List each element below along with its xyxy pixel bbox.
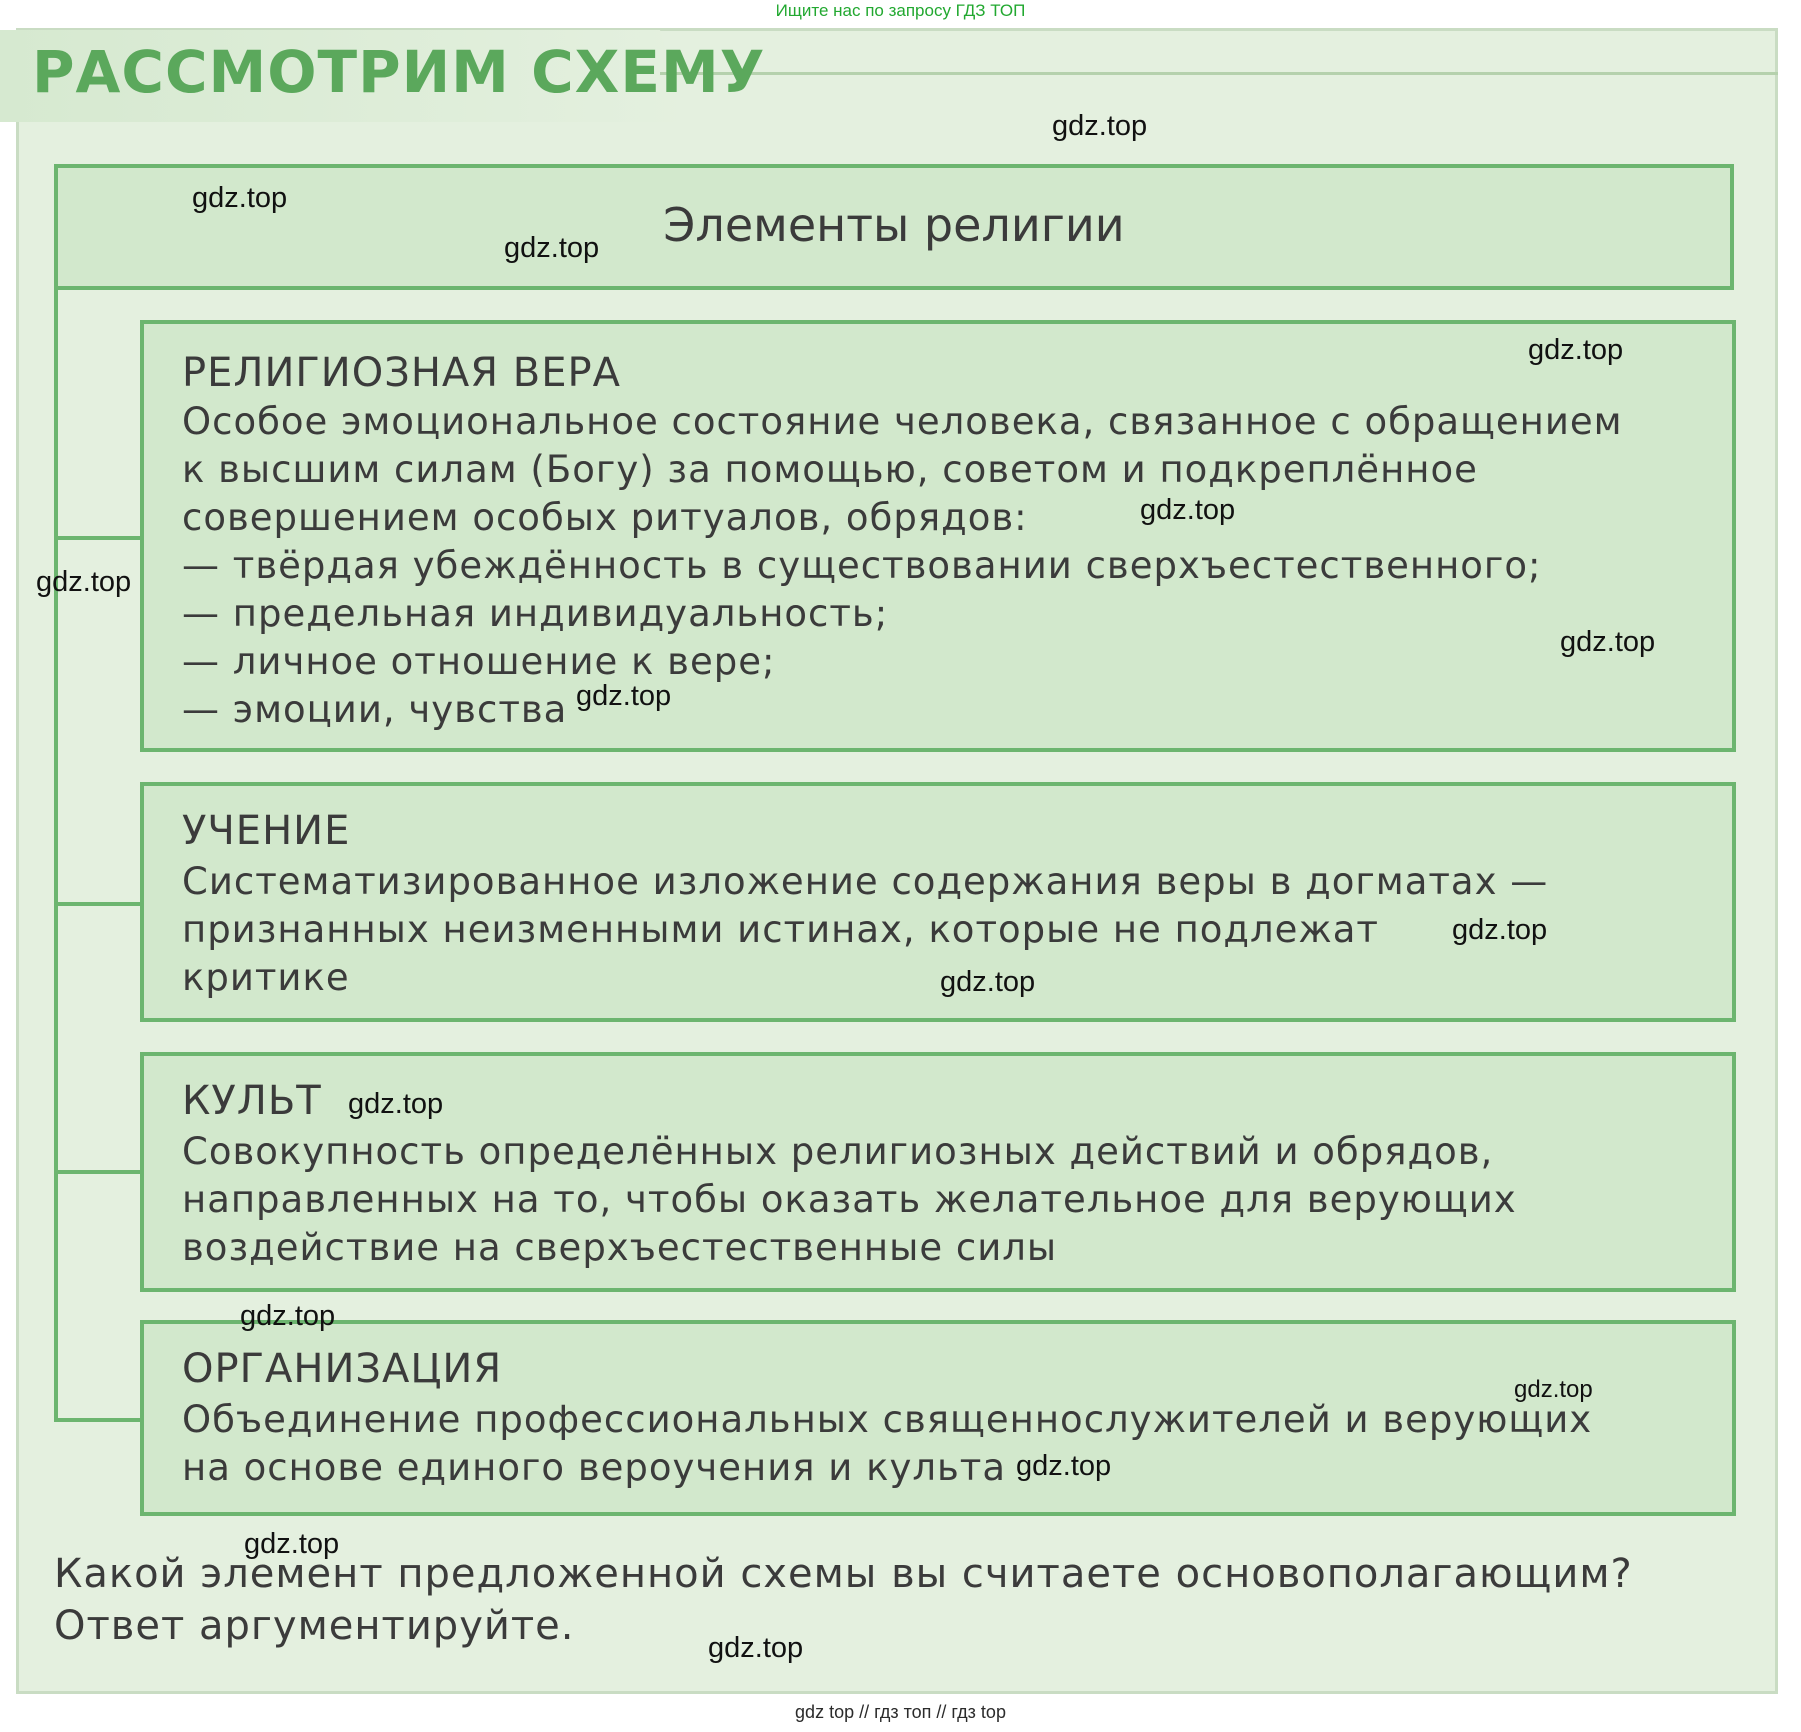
scheme-title: Элементы религии xyxy=(663,198,1125,252)
watermark: gdz.top xyxy=(1514,1376,1593,1403)
watermark: gdz.top xyxy=(36,566,132,598)
element-heading: РЕЛИГИОЗНАЯ ВЕРА xyxy=(182,350,621,396)
element-text-line: критике xyxy=(182,956,350,999)
connector-organization xyxy=(54,1418,142,1422)
element-box-organization xyxy=(140,1320,1736,1516)
element-heading: ОРГАНИЗАЦИЯ xyxy=(182,1346,503,1392)
watermark: gdz.top xyxy=(1452,914,1548,946)
element-text-line: воздействие на сверхъестественные силы xyxy=(182,1226,1058,1269)
element-text-line: Особое эмоциональное состояние человека, связанное с обращением xyxy=(182,400,1623,443)
element-text-line: Систематизированное изложение содержания веры в догматах — xyxy=(182,860,1549,903)
watermark: gdz.top xyxy=(1052,110,1148,142)
top-banner: Ищите нас по запросу ГДЗ ТОП xyxy=(775,1,1026,20)
watermark: gdz.top xyxy=(1140,494,1236,526)
connector-cult xyxy=(54,1170,142,1174)
element-text-line: признанных неизменными истинах, которые не подлежат xyxy=(182,908,1379,951)
header-divider xyxy=(660,72,1778,75)
watermark: gdz.top xyxy=(940,966,1036,998)
element-text-line: на основе единого вероучения и культа xyxy=(182,1446,1007,1489)
watermark: gdz.top xyxy=(348,1088,444,1120)
watermark: gdz.top xyxy=(192,182,288,214)
scheme-title-box xyxy=(54,164,1734,290)
question-text: Какой элемент предложенной схемы вы считаете основополагающим? Ответ аргументируйте. xyxy=(54,1551,1633,1649)
element-heading: КУЛЬТ xyxy=(182,1078,322,1124)
watermark: gdz.top xyxy=(240,1300,336,1332)
watermark: gdz.top xyxy=(504,232,600,264)
element-box-doctrine xyxy=(140,782,1736,1022)
element-text-line: — личное отношение к вере; xyxy=(182,640,776,683)
element-text-line: к высшим силам (Богу) за помощью, советом и подкреплённое xyxy=(182,448,1478,491)
connector-vertical xyxy=(54,290,58,1420)
element-text-line: Объединение профессиональных священнослужителей и верующих xyxy=(182,1398,1593,1441)
element-heading: УЧЕНИЕ xyxy=(182,808,351,854)
watermark: gdz.top xyxy=(708,1632,804,1664)
element-text-line: — предельная индивидуальность; xyxy=(182,592,889,635)
connector-doctrine xyxy=(54,902,142,906)
watermark: gdz.top xyxy=(244,1528,340,1560)
watermark: gdz.top xyxy=(1016,1450,1112,1482)
connector-faith xyxy=(54,536,142,540)
element-text-line: — эмоции, чувства xyxy=(182,688,568,731)
watermark: gdz.top xyxy=(1560,626,1656,658)
watermark: gdz.top xyxy=(1528,334,1624,366)
element-text-line: совершением особых ритуалов, обрядов: xyxy=(182,496,1028,539)
element-text-line: — твёрдая убеждённость в существовании сверхъестественного; xyxy=(182,544,1542,587)
footer-watermark: gdz top // гдз топ // гдз top xyxy=(795,1702,1006,1722)
section-title: РАССМОТРИМ СХЕМУ xyxy=(32,38,766,106)
element-text-line: направленных на то, чтобы оказать желательное для верующих xyxy=(182,1178,1517,1221)
watermark: gdz.top xyxy=(576,680,672,712)
element-box-faith xyxy=(140,320,1736,752)
element-text-line: Совокупность определённых религиозных действий и обрядов, xyxy=(182,1130,1494,1173)
